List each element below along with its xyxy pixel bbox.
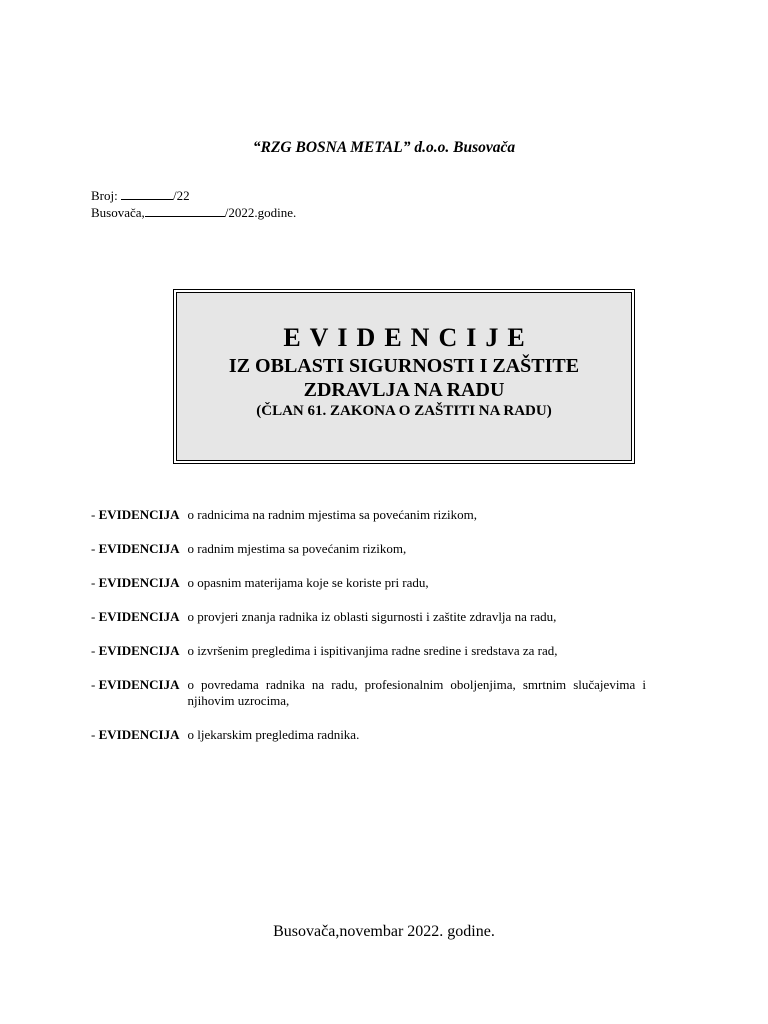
list-dash: - xyxy=(91,609,96,624)
list-item-text: o opasnim materijama koje se koriste pri radu, xyxy=(187,575,429,590)
reference-number-line xyxy=(91,187,296,204)
list-keyword: EVIDENCIJA xyxy=(98,609,180,624)
list-dash: - xyxy=(91,727,96,742)
list-item xyxy=(91,643,646,659)
list-keyword: EVIDENCIJA xyxy=(98,575,180,590)
list-item xyxy=(91,677,646,709)
list-item-text: o povredama radnika na radu, profesionalnim oboljenjima, smrtnim slučajevima i njihovim uzrocima, xyxy=(187,677,646,708)
title-main: EVIDENCIJE xyxy=(283,323,534,352)
reference-number-blank xyxy=(121,188,173,200)
list-item xyxy=(91,575,646,591)
list-dash: - xyxy=(91,541,96,556)
reference-place-label: Busovača, xyxy=(91,205,145,220)
title-line-2: IZ OBLASTI SIGURNOSTI I ZAŠTITE xyxy=(228,355,580,377)
footer-place-date: Busovača,novembar 2022. godine. xyxy=(273,923,495,940)
list-item xyxy=(91,727,646,743)
title-box-inner xyxy=(176,292,632,461)
reference-date-suffix: /2022.godine. xyxy=(224,205,297,220)
title-law-reference: (ČLAN 61. ZAKONA O ZAŠTITI NA RADU) xyxy=(256,403,552,419)
list-item-text: o izvršenim pregledima i ispitivanjima radne sredine i sredstava za rad, xyxy=(187,643,558,658)
list-item xyxy=(91,541,646,557)
reference-number-label: Broj: xyxy=(91,188,118,203)
list-keyword: EVIDENCIJA xyxy=(98,677,180,692)
reference-block xyxy=(91,187,296,221)
list-dash: - xyxy=(91,507,96,522)
list-item-text: o ljekarskim pregledima radnika. xyxy=(187,727,360,742)
list-item-text: o provjeri znanja radnika iz oblasti sigurnosti i zaštite zdravlja na radu, xyxy=(187,609,557,624)
title-line-3: ZDRAVLJA NA RADU xyxy=(303,379,505,401)
list-item xyxy=(91,507,646,523)
list-item xyxy=(91,609,646,625)
title-box xyxy=(173,289,635,464)
list-keyword: EVIDENCIJA xyxy=(98,727,180,742)
reference-date-blank xyxy=(145,205,225,217)
records-list xyxy=(91,507,646,761)
reference-date-line xyxy=(91,204,296,221)
list-keyword: EVIDENCIJA xyxy=(98,541,180,556)
reference-number-suffix: /22 xyxy=(172,188,190,203)
list-keyword: EVIDENCIJA xyxy=(98,643,180,658)
list-dash: - xyxy=(91,575,96,590)
list-dash: - xyxy=(91,643,96,658)
list-item-text: o radnim mjestima sa povećanim rizikom, xyxy=(187,541,407,556)
list-dash: - xyxy=(91,677,96,692)
company-name: “RZG BOSNA METAL” d.o.o. Busovača xyxy=(252,139,516,156)
list-item-text: o radnicima na radnim mjestima sa povećanim rizikom, xyxy=(187,507,478,522)
list-keyword: EVIDENCIJA xyxy=(98,507,180,522)
